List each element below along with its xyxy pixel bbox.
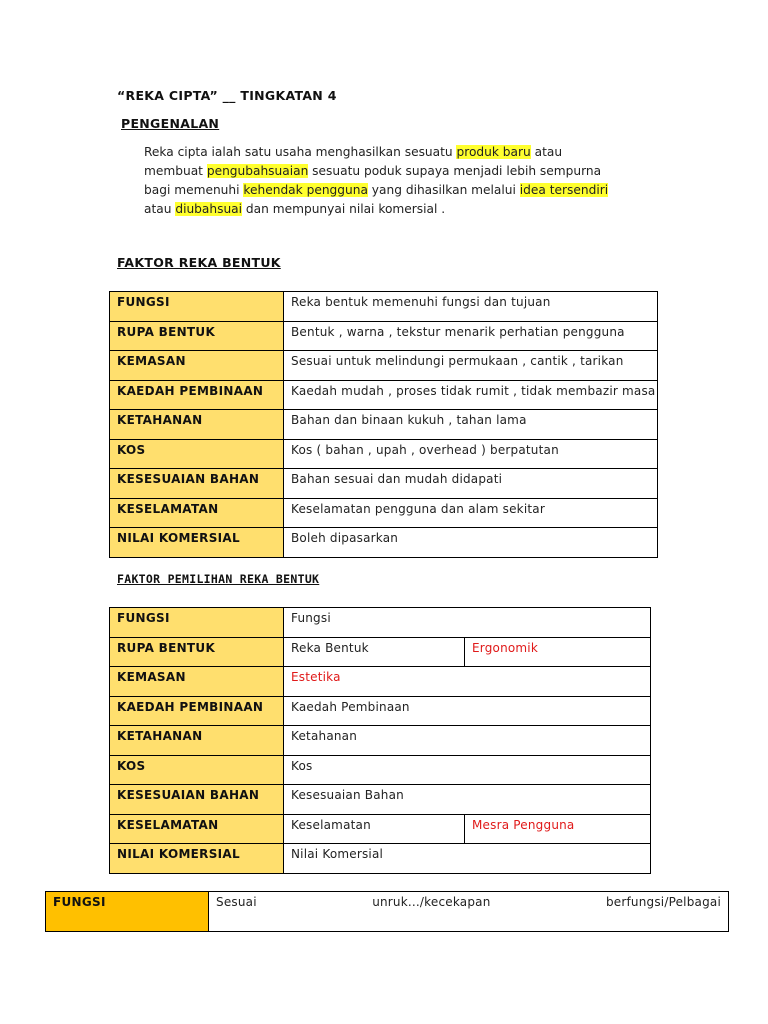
row-label: FUNGSI [110,608,284,638]
row-extra: Mesra Pengguna [465,814,651,844]
intro-text: atau [144,202,176,216]
highlighted-text: idea tersendiri [519,183,609,197]
row-value: Keselamatan pengguna dan alam sekitar [284,498,658,528]
row-value: Kaedah Pembinaan [284,696,651,726]
word: Sesuai [216,895,257,909]
row-value: Kos ( bahan , upah , overhead ) berpatutan [284,439,658,469]
row-label: RUPA BENTUK [110,637,284,667]
table-row [110,637,651,667]
word: unruk.../kecekapan [372,895,491,909]
row-value: Boleh dipasarkan [284,528,658,558]
table-row [110,785,651,815]
row-extra: Ergonomik [465,637,651,667]
row-label: RUPA BENTUK [110,321,284,351]
row-label: NILAI KOMERSIAL [110,528,284,558]
row-label: KOS [110,439,284,469]
row-label: KETAHANAN [110,410,284,440]
row-value: Kaedah mudah , proses tidak rumit , tidak membazir masa [284,380,658,410]
table-row [110,726,651,756]
intro-text: dan mempunyai nilai komersial . [242,202,446,216]
table-row [110,321,658,351]
table-row [110,410,658,440]
table-row [46,892,729,932]
row-value: Nilai Komersial [284,844,651,874]
row-label: KEMASAN [110,351,284,381]
row-value: Sesuai untuk melindungi permukaan , cantik , tarikan [284,351,658,381]
row-value: Estetika [284,667,651,697]
row-value: Bahan dan binaan kukuh , tahan lama [284,410,658,440]
intro-text: Reka cipta ialah satu usaha menghasilkan sesuatu [144,145,457,159]
row-value: Kos [284,755,651,785]
row-label: KETAHANAN [110,726,284,756]
highlighted-text: kehendak pengguna [243,183,368,197]
row-value: Keselamatan [284,814,465,844]
row-value: Bentuk , warna , tekstur menarik perhatian pengguna [284,321,658,351]
highlighted-text: pengubahsuaian [206,164,309,178]
table-row [110,667,651,697]
row-label: KAEDAH PEMBINAAN [110,696,284,726]
table-row [110,844,651,874]
row-label: FUNGSI [110,292,284,322]
row-value: Kesesuaian Bahan [284,785,651,815]
faktor-pemilihan-heading: FAKTOR PEMILIHAN REKA BENTUK [117,572,320,586]
highlighted-text: produk baru [456,145,531,159]
row-label: NILAI KOMERSIAL [110,844,284,874]
fungsi-table [45,891,729,932]
table-row [110,380,658,410]
table-row [110,292,658,322]
table-row [110,351,658,381]
document-title: “REKA CIPTA” __ TINGKATAN 4 [117,88,337,103]
table-row [110,755,651,785]
row-value: Reka bentuk memenuhi fungsi dan tujuan [284,292,658,322]
row-label: KAEDAH PEMBINAAN [110,380,284,410]
row-value: Reka Bentuk [284,637,465,667]
table-row [110,696,651,726]
table-row [110,814,651,844]
row-value [209,892,729,932]
row-label: KOS [110,755,284,785]
row-label: KEMASAN [110,667,284,697]
row-label: FUNGSI [46,892,209,932]
intro-text: atau membuat [144,145,563,178]
highlighted-text: diubahsuai [175,202,243,216]
table-row [110,439,658,469]
table-row [110,498,658,528]
row-value: Ketahanan [284,726,651,756]
row-label: KESESUAIAN BAHAN [110,785,284,815]
table-row [110,469,658,499]
intro-text: yang dihasilkan melalui [367,183,520,197]
word: berfungsi/Pelbagai [605,895,721,909]
faktor-reka-bentuk-table [109,291,658,558]
row-label: KESESUAIAN BAHAN [110,469,284,499]
faktor-pemilihan-table [109,607,651,874]
faktor-reka-bentuk-heading: FAKTOR REKA BENTUK [117,255,281,270]
intro-paragraph [144,143,624,219]
table-row [110,608,651,638]
table-row [110,528,658,558]
row-value: Bahan sesuai dan mudah didapati [284,469,658,499]
row-value: Fungsi [284,608,651,638]
intro-text: sesuatu poduk supaya menjadi lebih sempurna bagi memenuhi [144,164,602,197]
row-label: KESELAMATAN [110,498,284,528]
row-label: KESELAMATAN [110,814,284,844]
intro-heading: PENGENALAN [121,116,220,131]
